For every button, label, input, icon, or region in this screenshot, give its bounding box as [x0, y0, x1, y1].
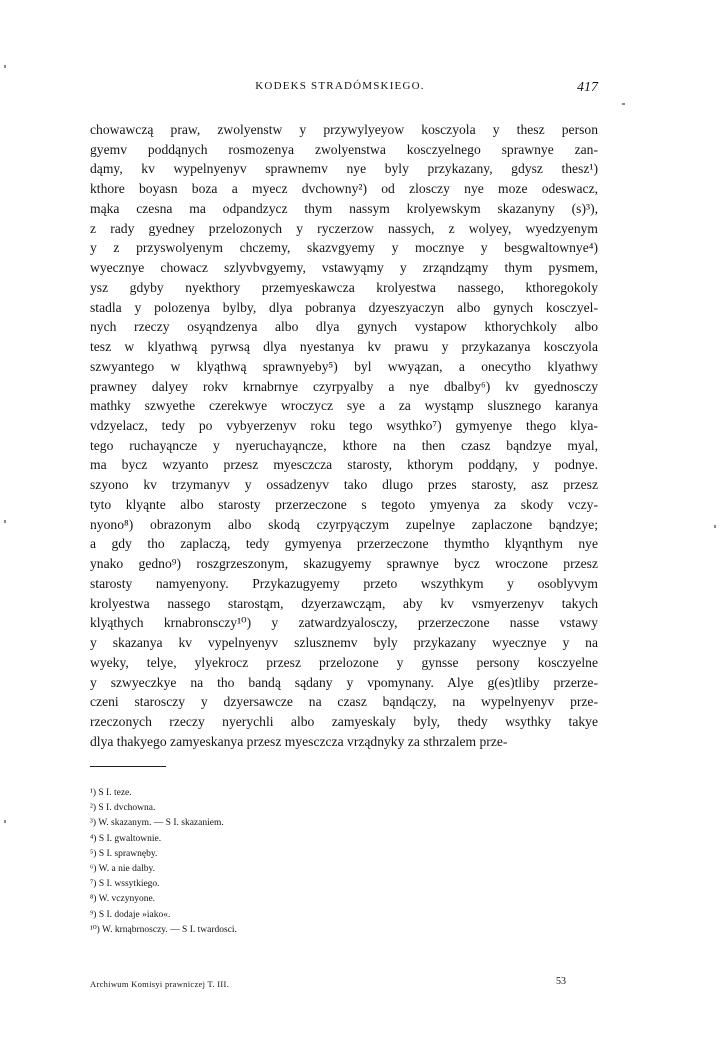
footnote-rule [90, 766, 166, 767]
text-line: tego ruchayąncze y nyeruchayąncze, kthore na then czasz bąndzye myal, [90, 437, 598, 453]
text-line: tyto klyąnte albo starosty przerzeczone s tegoto ymyenya za skody vczy- [90, 496, 598, 512]
imprint-line: Archiwum Komisyi prawniczej T. III. [90, 979, 230, 989]
footnote: ⁴) S I. gwaltownie. [90, 833, 162, 844]
footnote: ¹⁰) W. krnąbrnosczy. — S I. twardosci. [90, 924, 237, 935]
text-line: stadla y polozenya bylby, dlya pobranya dzyeszyaczyn albo gynych kosczyel- [90, 299, 598, 315]
footnote: ²) S I. dvchowna. [90, 803, 156, 814]
text-line: dąmy, kv wypelnyenyv sprawnemv nye byly przykazany, gdysz thesz¹) [90, 161, 598, 177]
text-line: rzeczonych rzeczy nyerychli albo zamyeskaly byly, thedy wsythky takye [90, 714, 598, 730]
text-line: mąka czesna ma odpandzycz thym nassym krolyewskym skazanyny (s)³), [90, 200, 598, 216]
text-line: mathky szwyethe czerekwye wroczycz sye a za wystąmp slusznego karanya [90, 398, 598, 414]
scan-speck [622, 103, 625, 105]
text-line: a gdy tho zaplaczą, tedy gymyenya przerzeczone thymtho klyąnthym nye [90, 536, 598, 552]
footnote: ⁶) W. a nie dalby. [90, 864, 155, 875]
text-line: szwyantego w klyąthwą sprawnyeby⁵) byl wwyązan, a onecytho klyathwy [90, 358, 598, 374]
body-text [90, 120, 598, 752]
footnote: ³) W. skazanym. — S I. skazaniem. [90, 818, 224, 829]
text-line: krolyestwa nassego starostąm, dzyerzawcząm, aby kv vsmyerzenyv takych [90, 595, 598, 611]
text-line: szyono kv trzymanyv y ossadzenyv tako dlugo przes starosty, asz przesz [90, 477, 598, 493]
text-line: dlya thakyego zamyeskanya przesz myesczcza vrządnyky za sthrzalem prze- [90, 733, 508, 749]
text-line: y skazanya kv vypelnyenyv szlusznemv byly przykazany wyecznye y na [90, 635, 598, 651]
footnote: ⁵) S I. sprawnęby. [90, 848, 158, 859]
text-line: klyąthych krnabronsczy¹⁰) y zatwardzyalosczy, przerzeczone nasse vstawy [90, 615, 598, 631]
text-line: starosty namyenyony. Przykazugyemy przeto wszythkym y osoblyvym [90, 575, 598, 591]
text-line: nych rzeczy osyąndzenya albo dlya gynych vystapow kthorychkoly albo [90, 319, 598, 335]
text-line: ynako gedno⁹) roszgrzeszonym, skazugyemy sprawnye bycz wroczone przesz [90, 556, 598, 572]
scan-speck [714, 525, 716, 528]
footnotes [90, 786, 390, 938]
footnote: ¹) S I. teze. [90, 788, 132, 798]
scan-speck [4, 65, 6, 68]
page-number: 417 [577, 80, 598, 95]
footnote: ⁹) S I. dodaje »iako«. [90, 909, 171, 920]
text-line: wyecznye chowacz szlyvbvgyemy, vstawyąmy y zrząndząmy thym pysmem, [90, 260, 598, 276]
text-line: y szwyeczkye na tho bandą sądany y vpomynany. Alye g(es)tliby przerze- [90, 674, 598, 690]
text-line: vdzyelacz, tedy po vybyerzenyv roku tego wsythko⁷) gymyenye thego klya- [90, 418, 598, 434]
text-line: czeni starosczy y dzyersawcze na czasz bąndączy, na wypelnyenyv prze- [90, 694, 598, 710]
text-line: wyeky, telye, ylyekrocz przesz przelozone y gynsse persony kosczyelne [90, 654, 598, 670]
text-line: gyemv poddąnych rosmozenya zwolyenstwa kosczyelnego sprawnye zan- [90, 141, 598, 157]
running-head: KODEKS STRADÓMSKIEGO. [255, 80, 425, 92]
text-line: tesz w klyathwą pyrwsą dlya nyestanya kv prawu y przykazanya kosczyola [90, 339, 598, 355]
signature-mark: 53 [556, 976, 566, 987]
text-line: ma bycz wzyanto przesz myesczcza starosty, kthorym poddąny, y podnye. [90, 457, 598, 473]
text-line: z rady gyedney przelozonych y ryczerzow nassych, z wolyey, wyedzyenym [90, 220, 598, 236]
text-line: nyono⁸) obrazonym albo skodą czyrpyączym zupelnye zaplaczone bąndzye; [90, 516, 598, 532]
text-line: ysz gdyby nyekthory przemyeskawcza krolyestwa nassego, kthoregokoly [90, 279, 598, 295]
scan-speck [4, 520, 6, 523]
text-line: chowawczą praw, zwolyenstw y przywylyeyow kosczyola y thesz person [90, 122, 598, 137]
scan-speck [4, 820, 6, 823]
footnote: ⁸) W. vczynyone. [90, 894, 156, 905]
text-line: y z przyswolyenym chczemy, skazvgyemy y mocznye y besgwaltownye⁴) [90, 240, 598, 256]
text-line: prawney dalyey rokv krnabrnye czyrpyalby a nye dbalby⁶) kv gyednosczy [90, 378, 598, 394]
text-line: kthore boyasn boza a myecz dvchowny²) od zlosczy nye moze odeswacz, [90, 181, 598, 197]
footnote: ⁷) S I. wssytkiego. [90, 879, 160, 890]
